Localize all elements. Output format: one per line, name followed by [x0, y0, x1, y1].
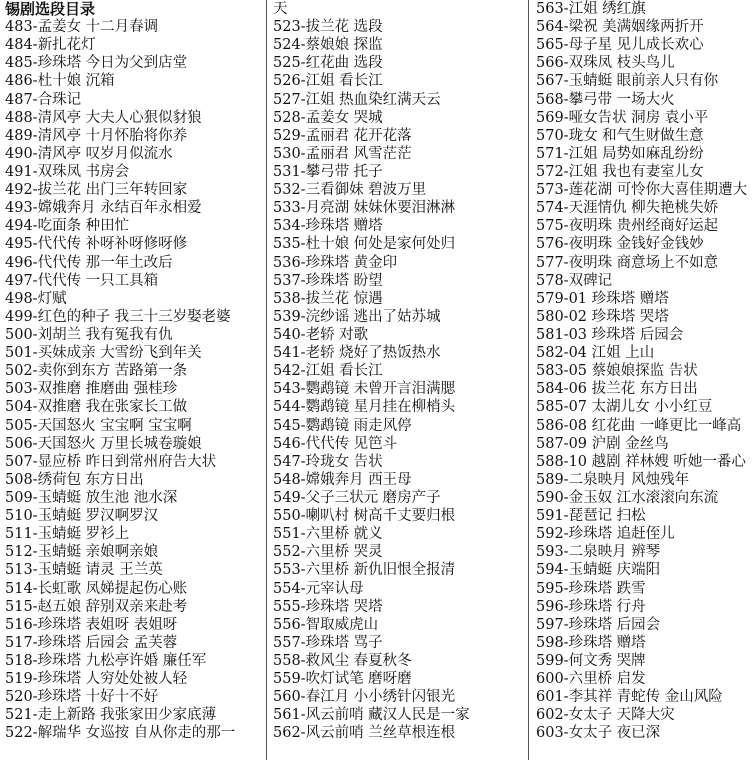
- list-item: 493-嫦娥奔月 永结百年永相爱: [5, 200, 202, 217]
- list-item: 592-珍珠塔 追赶侄儿: [536, 526, 675, 543]
- list-item: 600-六里桥 启发: [536, 671, 646, 688]
- list-item: 584-06 拔兰花 东方日出: [536, 381, 698, 398]
- list-item: 530-孟丽君 风雪茫茫: [273, 145, 412, 162]
- list-item: 540-老轿 对歌: [273, 326, 369, 343]
- list-item: 521-走上新路 我张家田少家底薄: [5, 707, 217, 724]
- list-item: 539-浣纱谣 逃出了姑苏城: [273, 308, 441, 325]
- list-item: 554-元宰认母: [273, 580, 364, 597]
- list-item: 603-女太子 夜已深: [536, 725, 661, 742]
- list-item: 504-双推磨 我在张家长工做: [5, 399, 188, 416]
- list-item: 553-六里桥 新仇旧恨全报清: [273, 562, 456, 579]
- list-item: 552-六里桥 哭灵: [273, 544, 383, 561]
- list-item: 495-代代传 补呀补呀修呀修: [5, 236, 188, 253]
- list-item: 560-春江月 小小绣针闪银光: [273, 689, 456, 706]
- list-item: 570-珑女 和气生财做生意: [536, 127, 704, 144]
- list-item: 565-母子星 见儿成长欢心: [536, 37, 704, 54]
- list-item: 548-嫦娥奔月 西王母: [273, 471, 412, 488]
- list-item: 484-新扎花灯: [5, 37, 96, 54]
- list-item: 561-风云前哨 藏汉人民是一家: [273, 707, 470, 724]
- list-item: 558-救风尘 春夏秋冬: [273, 652, 412, 669]
- list-item: 506-天国怒火 万里长城卷璇娘: [5, 435, 202, 452]
- column-1: [0, 0, 266, 760]
- list-item: 543-鹦鹉镜 未曾开言泪满腮: [273, 381, 456, 398]
- list-item: 514-长虹歌 凤娣提起伤心账: [5, 580, 188, 597]
- list-item: 599-何文秀 哭牌: [536, 652, 646, 669]
- list-item: 531-攀弓带 托子: [273, 163, 383, 180]
- list-item: 518-珍珠塔 九松亭许婚 廉任军: [5, 652, 207, 669]
- column-3: [531, 0, 756, 760]
- list-item: 590-金玉奴 江水滚滚向东流: [536, 489, 719, 506]
- list-item: 593-二泉映月 辨琴: [536, 544, 661, 561]
- list-item: 494-吃面条 种田忙: [5, 218, 130, 235]
- list-item: 573-莲花湖 可怜你大喜佳期遭大: [536, 182, 748, 199]
- list-item: 486-杜十娘 沉箱: [5, 73, 115, 90]
- list-item: 579-01 珍珠塔 赠塔: [536, 290, 669, 307]
- list-item: 508-绣荷包 东方日出: [5, 471, 144, 488]
- list-item: 578-双碑记: [536, 272, 613, 289]
- list-item: 537-珍珠塔 盼望: [273, 272, 383, 289]
- list-item: 569-哑女告状 洞房 袁小平: [536, 109, 709, 126]
- list-item: 524-蔡娘娘 探监: [273, 37, 383, 54]
- list-item: 541-老轿 烧好了热饭热水: [273, 345, 441, 362]
- list-item: 589-二泉映月 风烛残年: [536, 471, 690, 488]
- list-item: 519-珍珠塔 人穷处处被人轻: [5, 671, 188, 688]
- list-item: 563-江姐 绣红旗: [536, 1, 646, 17]
- list-item: 536-珍珠塔 黄金印: [273, 254, 398, 271]
- list-item: 502-卖你到东方 苦路第一条: [5, 363, 188, 380]
- list-item: 576-夜明珠 金钱好金钱妙: [536, 236, 704, 253]
- list-item: 510-玉蜻蜓 罗汉啊罗汉: [5, 508, 159, 525]
- list-item: 496-代代传 那一年土改后: [5, 254, 173, 271]
- column-divider: [528, 0, 529, 760]
- list-item: 492-拔兰花 出门三年转回家: [5, 182, 188, 199]
- list-item: 520-珍珠塔 十好十不好: [5, 689, 159, 706]
- list-item: 596-珍珠塔 行舟: [536, 598, 646, 615]
- list-item: 544-鹦鹉镜 星月挂在柳梢头: [273, 399, 456, 416]
- list-item: 549-父子三状元 磨房产子: [273, 489, 441, 506]
- list-item: 500-刘胡兰 我有冤我有仇: [5, 326, 173, 343]
- list-item: 498-灯赋: [5, 290, 67, 307]
- list-item: 577-夜明珠 商意场上不如意: [536, 254, 719, 271]
- list-item: 585-07 太湖儿女 小小红豆: [536, 399, 713, 416]
- list-item: 507-显应桥 昨日到常州府告大状: [5, 453, 217, 470]
- list-item: 581-03 珍珠塔 后园会: [536, 326, 684, 343]
- list-item: 513-玉蜻蜓 请灵 王兰英: [5, 562, 163, 579]
- list-item: 564-梁祝 美满姻缘两折开: [536, 19, 704, 36]
- list-item: 575-夜明珠 贵州经商好运起: [536, 218, 719, 235]
- list-item: 546-代代传 见笆斗: [273, 435, 398, 452]
- list-item: 587-09 沪剧 金丝鸟: [536, 435, 669, 452]
- list-item: 582-04 江姐 上山: [536, 345, 655, 362]
- list-item: 503-双推磨 推磨曲 强桂珍: [5, 381, 178, 398]
- list-item: 487-合珠记: [5, 91, 82, 108]
- list-item: 583-05 蔡娘娘探监 告状: [536, 363, 698, 380]
- list-item: 525-红花曲 选段: [273, 55, 383, 72]
- list-item: 534-珍珠塔 赠塔: [273, 218, 383, 235]
- list-item: 571-江姐 局势如麻乱纷纷: [536, 145, 704, 162]
- list-item: 533-月亮湖 妹妹休要泪淋淋: [273, 200, 456, 217]
- list-item: 574-天涯情仇 柳失艳桃失娇: [536, 200, 719, 217]
- list-item: 580-02 珍珠塔 哭塔: [536, 308, 669, 325]
- list-item: 488-清风亭 大夫人心狠似豺狼: [5, 109, 202, 126]
- list-item: 529-孟丽君 花开花落: [273, 127, 412, 144]
- list-item: 515-赵五娘 辞别双亲来赴考: [5, 598, 188, 615]
- list-item: 588-10 越剧 祥林嫂 听她一番心: [536, 453, 746, 470]
- list-item: 567-玉蜻蜓 眼前亲人只有你: [536, 73, 719, 90]
- list-item: 547-玲珑女 告状: [273, 453, 383, 470]
- list-item: 566-双珠凤 枝头鸟儿: [536, 55, 675, 72]
- list-item: 598-珍珠塔 赠塔: [536, 634, 646, 651]
- list-item: 532-三看御妹 碧波万里: [273, 182, 427, 199]
- list-item: 597-珍珠塔 后园会: [536, 616, 661, 633]
- list-item: 499-红色的种子 我三十三岁娶老婆: [5, 308, 231, 325]
- list-item: 602-女太子 天降大灾: [536, 707, 675, 724]
- list-item: 586-08 红花曲 一峰更比一峰高: [536, 417, 742, 434]
- continued-text: 天: [273, 1, 288, 17]
- list-item: 562-风云前哨 兰丝草根连根: [273, 725, 456, 742]
- column-2: [268, 0, 528, 760]
- list-item: 535-杜十娘 何处是家何处归: [273, 236, 456, 253]
- list-item: 505-天国怒火 宝宝啊 宝宝啊: [5, 417, 192, 434]
- list-item: 595-珍珠塔 跌雪: [536, 580, 646, 597]
- list-item: 551-六里桥 就义: [273, 526, 383, 543]
- list-item: 556-智取威虎山: [273, 616, 379, 633]
- list-item: 528-孟姜女 哭城: [273, 109, 383, 126]
- list-item: 511-玉蜻蜓 罗衫上: [5, 526, 130, 543]
- list-item: 491-双珠凤 书房会: [5, 163, 130, 180]
- page-title: 锡剧选段目录: [5, 0, 96, 18]
- list-item: 501-买妹成亲 大雪纷飞到年关: [5, 345, 202, 362]
- list-item: 490-清风亭 叹岁月似流水: [5, 145, 173, 162]
- list-item: 542-江姐 看长江: [273, 363, 383, 380]
- list-item: 538-拔兰花 惊遇: [273, 290, 383, 307]
- list-item: 522-解瑞华 女巡按 自从你走的那一: [5, 725, 236, 742]
- column-divider: [266, 0, 267, 760]
- list-item: 591-琵琶记 扫松: [536, 508, 646, 525]
- list-item: 489-清风亭 十月怀胎将你养: [5, 127, 188, 144]
- list-item: 594-玉蜻蜓 庆端阳: [536, 562, 661, 579]
- list-item: 527-江姐 热血染红满天云: [273, 91, 441, 108]
- list-item: 516-珍珠塔 表姐呀 表姐呀: [5, 616, 178, 633]
- list-item: 497-代代传 一只工具箱: [5, 272, 159, 289]
- list-item: 523-拔兰花 选段: [273, 19, 383, 36]
- list-item: 485-珍珠塔 今日为父到店堂: [5, 55, 188, 72]
- list-item: 545-鹦鹉镜 雨走风停: [273, 417, 412, 434]
- list-item: 517-珍珠塔 后园会 孟芙蓉: [5, 634, 178, 651]
- list-item: 555-珍珠塔 哭塔: [273, 598, 383, 615]
- list-item: 601-李其祥 青蛇传 金山风险: [536, 689, 723, 706]
- list-item: 572-江姐 我也有妻室儿女: [536, 163, 704, 180]
- list-item: 526-江姐 看长江: [273, 73, 383, 90]
- list-item: 512-玉蜻蜓 亲娘啊亲娘: [5, 544, 159, 561]
- list-item: 557-珍珠塔 骂子: [273, 634, 383, 651]
- list-item: 509-玉蜻蜓 放生池 池水深: [5, 489, 178, 506]
- list-item: 550-喇叭村 树高千丈要归根: [273, 508, 456, 525]
- list-item: 483-孟姜女 十二月春调: [5, 19, 159, 36]
- list-item: 568-攀弓带 一场大火: [536, 91, 675, 108]
- list-item: 559-吹灯试笔 磨呀磨: [273, 671, 412, 688]
